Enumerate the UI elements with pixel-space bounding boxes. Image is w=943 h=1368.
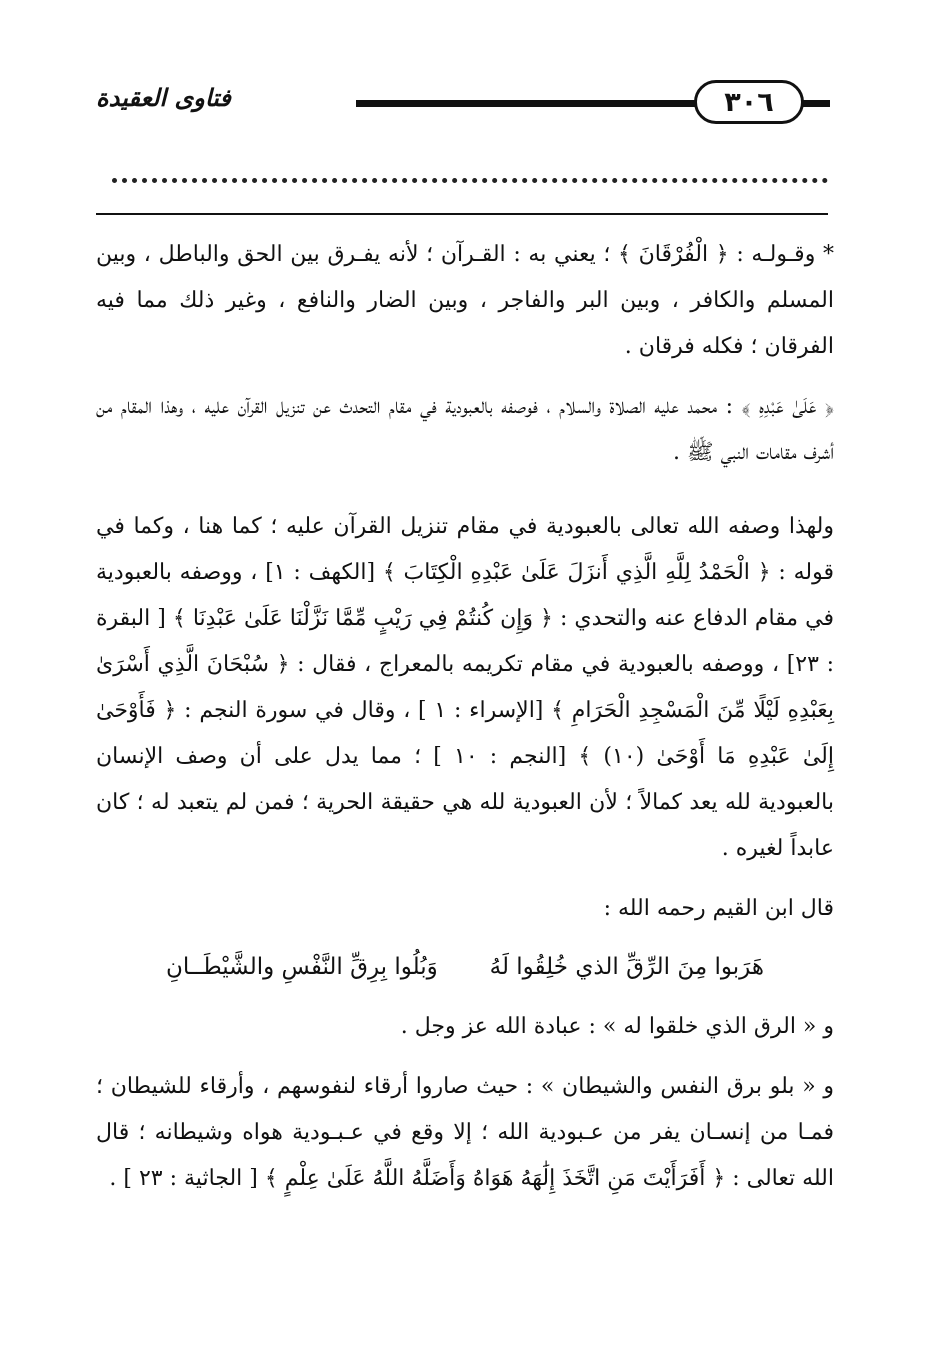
dotted-separator (112, 178, 828, 183)
poem-first-hemistich: هَرَبوا مِنَ الرِّقِّ الذي خُلِقُوا لَهُ (489, 954, 764, 980)
poem-second-hemistich: وَبُلُوا بِرِقِّ النَّفْسِ والشَّيْطَــانِ (166, 954, 438, 980)
paragraph-shaytan: و « بلو برق النفس والشيطان » : حيث صاروا أرقاء لنفوسهم ، وأرقاء للشيطان ؛ فمـا من إنسـان يفر من عـبودية الله ؛ إلا وقع في عـبـودية هواه وشيطانه ؛ قال الله تعالى : ﴿ أَفَرَأَيْتَ مَنِ اتَّخَذَ إِلَٰهَهُ هَوَاهُ وَأَضَلَّهُ اللَّهُ عَلَىٰ عِلْمٍ ﴾ [ الجاثية : ٢٣ ] . (96, 1074, 835, 1191)
paragraph-riqq: و « الرق الذي خلقوا له » : عبادة الله عز وجل . (400, 1014, 834, 1039)
page-number: ٣٠٦ (694, 80, 804, 124)
book-title: فتاوى العقيدة (96, 84, 231, 112)
page-body (96, 232, 834, 1216)
paragraph-ibn-alqayyim: قال ابن القيم رحمه الله : (603, 896, 834, 921)
paragraph-abdih: ﴿ عَلَىٰ عَبْدِهِ ﴾ : محمد عليه الصلاة والسلام ، فوصفه بالعبودية في مقام التحدث عن تنزيل القرآن عليه ، وهذا المقام من أشرف مقامات النبي ﷺ . (96, 394, 834, 465)
paragraph-furqan: * وقـولـه : ﴿ الْفُرْقَانَ ﴾ ؛ يعني به : القـرآن ؛ لأنه يفـرق بين الحق والباطل ، وبين المسلم والكافر ، وبين البر والفاجر ، وبين الضار والنافع ، وغير ذلك مما فيه الفرقان ؛ فكله فرقان . (96, 242, 834, 359)
page-header (96, 78, 830, 128)
poem-verse (96, 944, 834, 990)
paragraph-ubudiyya: ولهذا وصفه الله تعالى بالعبودية في مقام تنزيل القرآن عليه ؛ كما هنا ، وكما في قوله : ﴿ الْحَمْدُ لِلَّهِ الَّذِي أَنزَلَ عَلَىٰ عَبْدِهِ الْكِتَابَ ﴾ [الكهف : ١] ، ووصفه بالعبودية في مقام الدفاع عنه والتحدي : ﴿ وَإِن كُنتُمْ فِي رَيْبٍ مِّمَّا نَزَّلْنَا عَلَىٰ عَبْدِنَا ﴾ [ البقرة : ٢٣] ، ووصفه بالعبودية في مقام تكريمه بالمعراج ، فقال : ﴿ سُبْحَانَ الَّذِي أَسْرَىٰ بِعَبْدِهِ لَيْلًا مِّنَ الْمَسْجِدِ الْحَرَامِ ﴾ [الإسراء : ١ ] ، وقال في سورة النجم : ﴿ فَأَوْحَىٰ إِلَىٰ عَبْدِهِ مَا أَوْحَىٰ (١٠) ﴾ [النجم : ١٠ ] ؛ مما يدل على أن وصف الإنسان بالعبودية لله يعد كمالاً ؛ لأن العبودية لله هي حقيقة الحرية ؛ فمن لم يتعبد له ؛ كان عابداً لغيره . (96, 514, 834, 861)
content-rule (96, 213, 828, 215)
